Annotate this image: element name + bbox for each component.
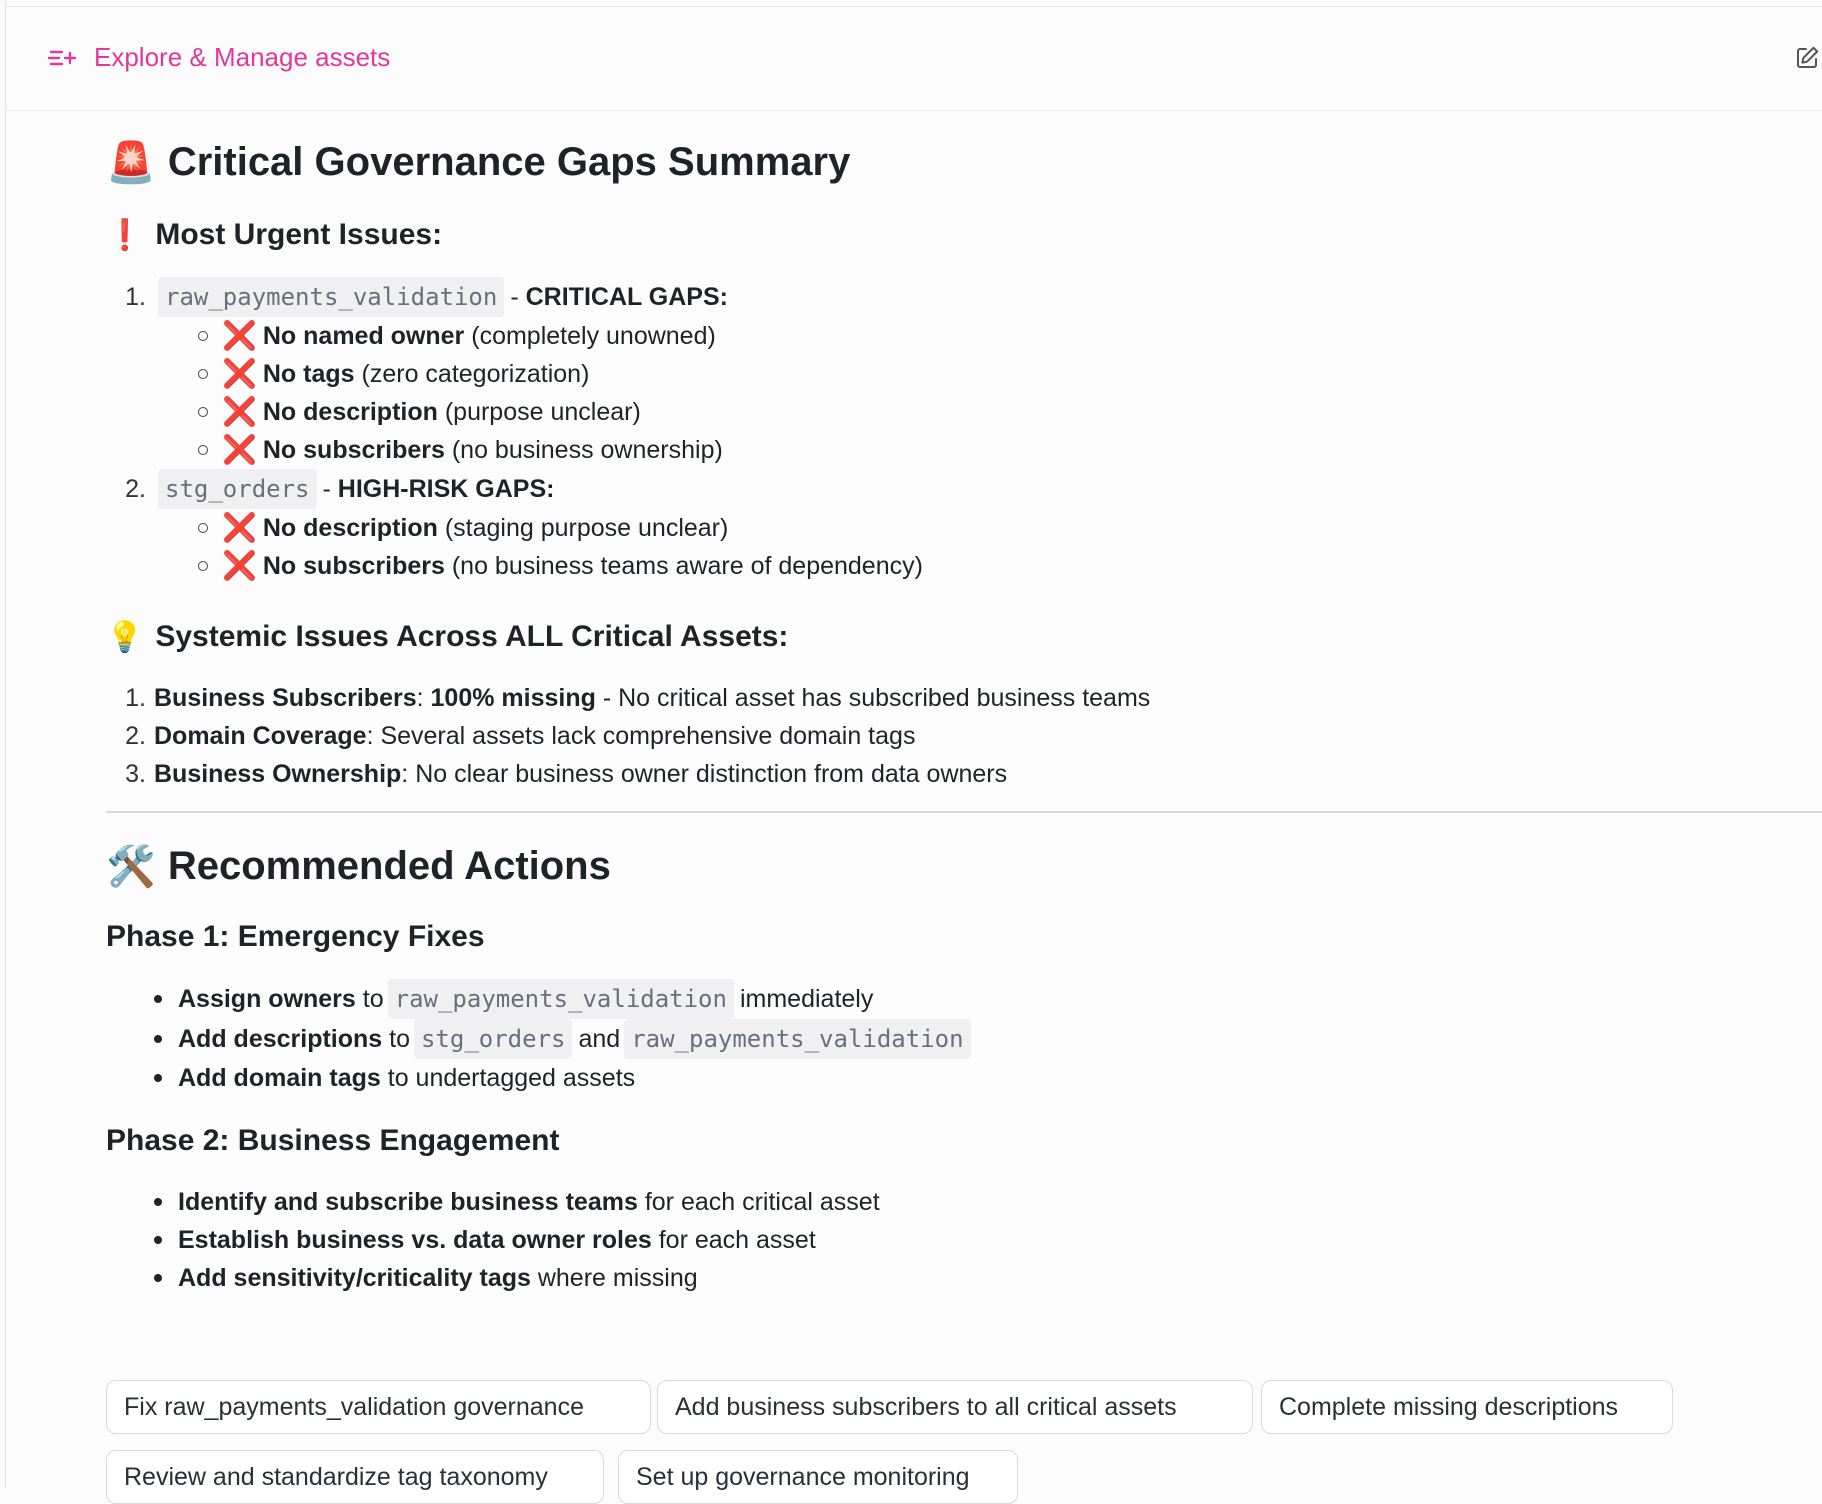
asset-code: stg_orders: [158, 469, 317, 509]
item-text: for each asset: [651, 1226, 816, 1254]
asset-code: stg_orders: [414, 1019, 573, 1059]
bullet: [154, 995, 162, 1003]
list-item: [106, 355, 1822, 393]
circle-bullet: [198, 561, 208, 571]
edit-button[interactable]: [1794, 45, 1822, 73]
item-text: immediately: [739, 985, 874, 1013]
panel-header: [6, 7, 1822, 111]
edit-icon: [1794, 45, 1820, 71]
gap-rest: (purpose unclear): [437, 398, 641, 426]
phase1-title: Phase 1: Emergency Fixes: [106, 920, 485, 953]
list-item: [106, 469, 1822, 509]
asset-code: raw_payments_validation: [388, 979, 734, 1019]
divider: [106, 811, 1822, 813]
item-number: 1.: [125, 283, 146, 311]
asset-code: raw_payments_validation: [158, 277, 504, 317]
circle-bullet: [198, 445, 208, 455]
cross-icon: ❌: [222, 434, 257, 465]
asset-code: raw_payments_validation: [624, 1019, 970, 1059]
colon: :: [416, 684, 431, 712]
gap-label: CRITICAL GAPS:: [525, 283, 728, 311]
item-number: 2.: [125, 475, 146, 503]
gap-bold: No tags: [262, 360, 355, 388]
item-bold: Identify and subscribe business teams: [178, 1188, 638, 1216]
list-item: [106, 547, 1822, 585]
item-bold: Domain Coverage: [154, 722, 367, 750]
explore-manage-assets-link[interactable]: [48, 42, 390, 73]
list-item: [106, 717, 1822, 755]
item-bold: Business Ownership: [154, 760, 402, 788]
item-rest: : No clear business owner distinction from data owners: [401, 760, 1008, 788]
item-text: where missing: [530, 1264, 698, 1292]
cross-icon: ❌: [222, 320, 257, 351]
item-text: to: [382, 1025, 410, 1053]
item-text: and: [578, 1025, 621, 1053]
item-number: 3.: [125, 760, 146, 788]
list-item: [106, 979, 1822, 1019]
list-item: [106, 509, 1822, 547]
cross-icon: ❌: [222, 550, 257, 581]
bullet: [154, 1236, 162, 1244]
circle-bullet: [198, 331, 208, 341]
siren-icon: 🚨: [106, 140, 156, 185]
bullet: [154, 1035, 162, 1043]
suggestion-fix-raw-payments[interactable]: Fix raw_payments_validation governance: [106, 1380, 651, 1434]
list-item: [106, 1019, 1822, 1059]
systemic-heading: [106, 615, 1822, 659]
item-rest: - No critical asset has subscribed business teams: [595, 684, 1151, 712]
summary-title-text: Critical Governance Gaps Summary: [167, 139, 851, 184]
list-item: [106, 393, 1822, 431]
gap-rest: (staging purpose unclear): [437, 514, 729, 542]
exclamation-icon: ❗: [106, 218, 144, 252]
bullet: [154, 1274, 162, 1282]
cross-icon: ❌: [222, 358, 257, 389]
systemic-heading-text: Systemic Issues Across ALL Critical Assets:: [155, 620, 789, 653]
item-bold: Establish business vs. data owner roles: [178, 1226, 652, 1254]
item-bold: Add descriptions: [178, 1025, 383, 1053]
phase1-list: [106, 979, 1822, 1097]
phase2-list: [106, 1183, 1822, 1297]
lightbulb-icon: 💡: [106, 620, 144, 654]
bullet: [154, 1074, 162, 1082]
item-bold: 100% missing: [430, 684, 596, 712]
phase2-title: Phase 2: Business Engagement: [106, 1124, 560, 1157]
cross-icon: ❌: [222, 512, 257, 543]
list-item: [106, 277, 1822, 317]
item-bold: Business Subscribers: [154, 684, 417, 712]
list-item: [106, 1221, 1822, 1259]
gap-bold: No named owner: [262, 322, 465, 350]
gap-label: HIGH-RISK GAPS:: [337, 475, 555, 503]
gap-bold: No subscribers: [262, 552, 445, 580]
list-item: [106, 317, 1822, 355]
assistant-panel: [6, 7, 1822, 1491]
suggestion-complete-descriptions[interactable]: Complete missing descriptions: [1261, 1380, 1673, 1434]
dash: -: [510, 283, 526, 311]
circle-bullet: [198, 369, 208, 379]
item-bold: Add domain tags: [178, 1064, 381, 1092]
list-item: [106, 1259, 1822, 1297]
gap-bold: No description: [262, 514, 438, 542]
gap-rest: (zero categorization): [354, 360, 590, 388]
gap-bold: No subscribers: [262, 436, 445, 464]
actions-title-text: Recommended Actions: [167, 843, 611, 888]
message-content: [106, 127, 1822, 1297]
list-item: [106, 679, 1822, 717]
suggestion-review-tags[interactable]: Review and standardize tag taxonomy: [106, 1450, 604, 1504]
top-edge: [5, 0, 1822, 7]
suggestion-governance-monitoring[interactable]: Set up governance monitoring: [618, 1450, 1018, 1504]
circle-bullet: [198, 523, 208, 533]
gap-rest: (no business ownership): [444, 436, 723, 464]
header-title: Explore & Manage assets: [94, 42, 391, 72]
list-item: [106, 431, 1822, 469]
sparkle-list-icon: [48, 48, 78, 68]
summary-title: [106, 127, 1822, 197]
item-number: 2.: [125, 722, 146, 750]
suggestion-add-subscribers[interactable]: Add business subscribers to all critical assets: [657, 1380, 1253, 1434]
item-rest: : Several assets lack comprehensive domain tags: [366, 722, 916, 750]
systemic-list: [106, 679, 1822, 793]
item-bold: Assign owners: [178, 985, 356, 1013]
dash: -: [322, 475, 338, 503]
actions-title: [106, 831, 1822, 901]
urgent-heading-text: Most Urgent Issues:: [155, 218, 443, 251]
gap-bold: No description: [262, 398, 438, 426]
item-number: 1.: [125, 684, 146, 712]
item-text: for each critical asset: [637, 1188, 880, 1216]
item-text: to: [355, 985, 384, 1013]
list-item: [106, 1183, 1822, 1221]
gap-rest: (completely unowned): [464, 322, 716, 350]
item-bold: Add sensitivity/criticality tags: [178, 1264, 531, 1292]
bullet: [154, 1198, 162, 1206]
list-item: [106, 755, 1822, 793]
item-text: to undertagged assets: [380, 1064, 636, 1092]
list-item: [106, 1059, 1822, 1097]
tools-icon: 🛠️: [106, 844, 156, 889]
gap-rest: (no business teams aware of dependency): [444, 552, 923, 580]
urgent-list: [106, 277, 1822, 585]
circle-bullet: [198, 407, 208, 417]
urgent-heading: [106, 213, 1822, 257]
cross-icon: ❌: [222, 396, 257, 427]
